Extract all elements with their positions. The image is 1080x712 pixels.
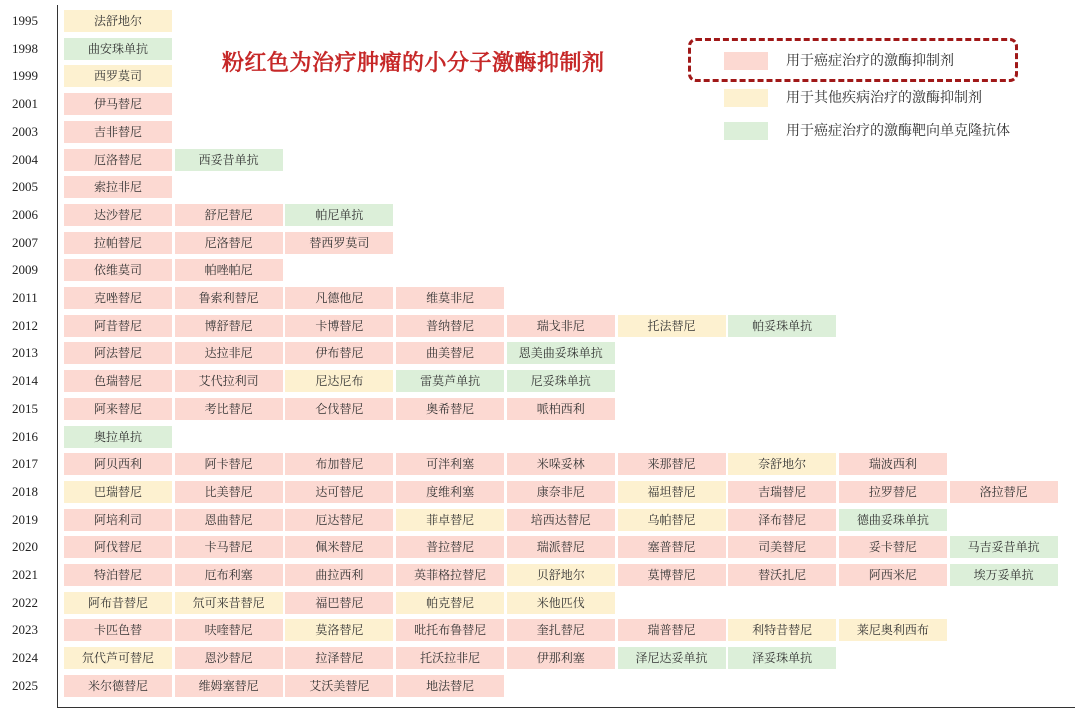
y-axis-line (57, 5, 58, 708)
drug-cell: 艾沃美替尼 (285, 675, 393, 697)
drug-cell: 利特昔替尼 (728, 619, 836, 641)
drug-cell: 可泮利塞 (396, 453, 504, 475)
drug-cell: 康奈非尼 (507, 481, 615, 503)
year-label: 2025 (12, 677, 38, 693)
drug-cell: 福巴替尼 (285, 592, 393, 614)
drug-cell: 洛拉替尼 (950, 481, 1058, 503)
drug-cell: 福坦替尼 (618, 481, 726, 503)
year-label: 2020 (12, 539, 38, 555)
drug-cell: 维姆塞替尼 (175, 675, 283, 697)
year-label: 2024 (12, 650, 38, 666)
drug-cell: 氘可来昔替尼 (175, 592, 283, 614)
drug-cell: 阿来替尼 (64, 398, 172, 420)
drug-cell: 英菲格拉替尼 (396, 564, 504, 586)
drug-cell: 度维利塞 (396, 481, 504, 503)
drug-cell: 达拉非尼 (175, 342, 283, 364)
drug-cell: 恩沙替尼 (175, 647, 283, 669)
year-label: 2016 (12, 428, 38, 444)
year-label: 2012 (12, 317, 38, 333)
drug-cell: 奎扎替尼 (507, 619, 615, 641)
drug-cell: 德曲妥珠单抗 (839, 509, 947, 531)
drug-cell: 巴瑞替尼 (64, 481, 172, 503)
drug-cell: 阿伐替尼 (64, 536, 172, 558)
legend-swatch (724, 122, 768, 140)
drug-cell: 莫博替尼 (618, 564, 726, 586)
year-label: 2015 (12, 400, 38, 416)
drug-cell: 培西达替尼 (507, 509, 615, 531)
drug-cell: 瑞波西利 (839, 453, 947, 475)
drug-cell: 乌帕替尼 (618, 509, 726, 531)
year-label: 2006 (12, 206, 38, 222)
drug-cell: 托沃拉非尼 (396, 647, 504, 669)
drug-cell: 瑞普替尼 (618, 619, 726, 641)
drug-cell: 拉泽替尼 (285, 647, 393, 669)
drug-cell: 拉罗替尼 (839, 481, 947, 503)
drug-cell: 泽布替尼 (728, 509, 836, 531)
year-label: 2017 (12, 456, 38, 472)
year-label: 2003 (12, 123, 38, 139)
drug-cell: 卡匹色替 (64, 619, 172, 641)
drug-cell: 西妥昔单抗 (175, 149, 283, 171)
drug-cell: 托法替尼 (618, 315, 726, 337)
drug-cell: 凡德他尼 (285, 287, 393, 309)
drug-cell: 帕唑帕尼 (175, 259, 283, 281)
drug-cell: 拉帕替尼 (64, 232, 172, 254)
year-label: 1995 (12, 13, 38, 28)
legend-label: 用于癌症治疗的激酶抑制剂 (786, 53, 954, 69)
drug-cell: 阿昔替尼 (64, 315, 172, 337)
drug-cell: 吉瑞替尼 (728, 481, 836, 503)
drug-cell: 来那替尼 (618, 453, 726, 475)
drug-cell: 地法替尼 (396, 675, 504, 697)
drug-cell: 司美替尼 (728, 536, 836, 558)
drug-cell: 瑞戈非尼 (507, 315, 615, 337)
year-label: 2013 (12, 345, 38, 361)
drug-cell: 普纳替尼 (396, 315, 504, 337)
drug-cell: 马吉妥昔单抗 (950, 536, 1058, 558)
year-label: 2005 (12, 179, 38, 195)
drug-cell: 替西罗莫司 (285, 232, 393, 254)
drug-cell: 鲁索利替尼 (175, 287, 283, 309)
drug-cell: 阿法替尼 (64, 342, 172, 364)
year-label: 2009 (12, 262, 38, 278)
drug-cell: 尼达尼布 (285, 370, 393, 392)
drug-cell: 达可替尼 (285, 481, 393, 503)
drug-cell: 阿卡替尼 (175, 453, 283, 475)
drug-cell: 奥拉单抗 (64, 426, 172, 448)
year-label: 2023 (12, 622, 38, 638)
drug-cell: 替沃扎尼 (728, 564, 836, 586)
year-label: 2007 (12, 234, 38, 250)
drug-cell: 帕克替尼 (396, 592, 504, 614)
drug-cell: 呋喹替尼 (175, 619, 283, 641)
drug-cell: 艾代拉利司 (175, 370, 283, 392)
drug-cell: 维莫非尼 (396, 287, 504, 309)
drug-cell: 埃万妥单抗 (950, 564, 1058, 586)
drug-cell: 氘代芦可替尼 (64, 647, 172, 669)
drug-cell: 吉非替尼 (64, 121, 172, 143)
drug-cell: 莱尼奥利西布 (839, 619, 947, 641)
drug-cell: 阿西米尼 (839, 564, 947, 586)
drug-cell: 哌柏西利 (507, 398, 615, 420)
year-label: 2022 (12, 594, 38, 610)
drug-cell: 伊那利塞 (507, 647, 615, 669)
legend-label: 用于癌症治疗的激酶靶向单克隆抗体 (786, 123, 1010, 139)
drug-cell: 索拉非尼 (64, 176, 172, 198)
legend-swatch (724, 89, 768, 107)
drug-cell: 比美替尼 (175, 481, 283, 503)
drug-cell: 依维莫司 (64, 259, 172, 281)
drug-cell: 恩美曲妥珠单抗 (507, 342, 615, 364)
drug-cell: 博舒替尼 (175, 315, 283, 337)
drug-cell: 尼妥珠单抗 (507, 370, 615, 392)
drug-cell: 厄布利塞 (175, 564, 283, 586)
drug-cell: 厄洛替尼 (64, 149, 172, 171)
drug-cell: 阿布昔替尼 (64, 592, 172, 614)
year-label: 2019 (12, 511, 38, 527)
year-label: 2021 (12, 567, 38, 582)
drug-cell: 曲拉西利 (285, 564, 393, 586)
drug-cell: 贝舒地尔 (507, 564, 615, 586)
drug-cell: 色瑞替尼 (64, 370, 172, 392)
drug-cell: 佩米替尼 (285, 536, 393, 558)
drug-cell: 瑞派替尼 (507, 536, 615, 558)
drug-cell: 雷莫芦单抗 (396, 370, 504, 392)
legend-label: 用于其他疾病治疗的激酶抑制剂 (786, 90, 982, 106)
drug-cell: 莫洛替尼 (285, 619, 393, 641)
drug-cell: 吡托布鲁替尼 (396, 619, 504, 641)
drug-cell: 尼洛替尼 (175, 232, 283, 254)
drug-cell: 厄达替尼 (285, 509, 393, 531)
drug-cell: 布加替尼 (285, 453, 393, 475)
year-label: 2014 (12, 373, 38, 389)
drug-cell: 卡马替尼 (175, 536, 283, 558)
drug-cell: 曲安珠单抗 (64, 38, 172, 60)
drug-cell: 舒尼替尼 (175, 204, 283, 226)
legend-swatch (724, 52, 768, 70)
x-axis-line (57, 707, 1075, 708)
drug-cell: 普拉替尼 (396, 536, 504, 558)
drug-cell: 伊马替尼 (64, 93, 172, 115)
drug-cell: 卡博替尼 (285, 315, 393, 337)
drug-cell: 米他匹伐 (507, 592, 615, 614)
drug-cell: 妥卡替尼 (839, 536, 947, 558)
drug-cell: 泽尼达妥单抗 (618, 647, 726, 669)
drug-cell: 特泊替尼 (64, 564, 172, 586)
drug-cell: 奈舒地尔 (728, 453, 836, 475)
drug-cell: 菲卓替尼 (396, 509, 504, 531)
drug-cell: 塞普替尼 (618, 536, 726, 558)
year-label: 2018 (12, 483, 38, 499)
drug-cell: 泽妥珠单抗 (728, 647, 836, 669)
drug-cell: 阿培利司 (64, 509, 172, 531)
drug-cell: 曲美替尼 (396, 342, 504, 364)
drug-cell: 帕妥珠单抗 (728, 315, 836, 337)
drug-cell: 考比替尼 (175, 398, 283, 420)
drug-cell: 阿贝西利 (64, 453, 172, 475)
drug-cell: 米哚妥林 (507, 453, 615, 475)
drug-cell: 伊布替尼 (285, 342, 393, 364)
year-label: 2004 (12, 151, 38, 167)
drug-cell: 帕尼单抗 (285, 204, 393, 226)
drug-cell: 克唑替尼 (64, 287, 172, 309)
drug-cell: 西罗莫司 (64, 65, 172, 87)
drug-cell: 米尔德替尼 (64, 675, 172, 697)
year-label: 1999 (12, 68, 38, 84)
drug-cell: 法舒地尔 (64, 10, 172, 32)
drug-cell: 仑伐替尼 (285, 398, 393, 420)
year-label: 1998 (12, 40, 38, 56)
drug-cell: 恩曲替尼 (175, 509, 283, 531)
drug-cell: 达沙替尼 (64, 204, 172, 226)
year-label: 2001 (12, 96, 38, 112)
year-label: 2011 (12, 290, 38, 305)
chart-title: 粉红色为治疗肿瘤的小分子激酶抑制剂 (222, 51, 605, 76)
drug-cell: 奥希替尼 (396, 398, 504, 420)
